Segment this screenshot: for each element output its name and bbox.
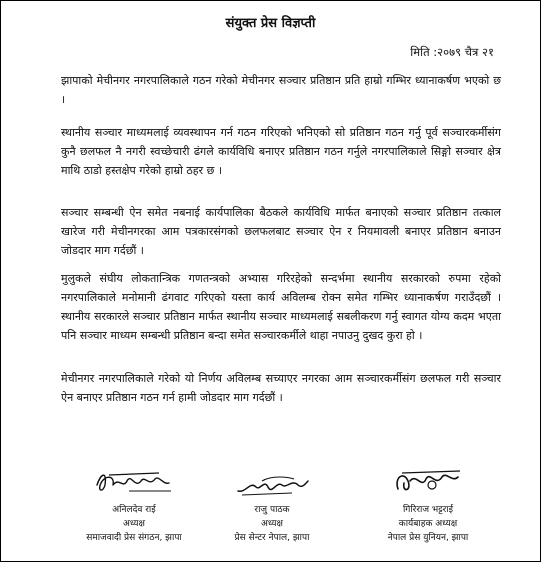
- paragraph-5: मेचीनगर नगरपालिकाले गरेको यो निर्णय अविलम्ब सच्याएर नगरका आम सञ्चारकर्मीसंग छलफल गरी सञ्चार ऐन बनाएर प्रतिष्ठान गठन गर्न हामी जोडदार माग गर्दछौं ।: [61, 372, 501, 404]
- document-date: मिति :२०७९ चैत्र २१: [410, 45, 494, 59]
- handwritten-signature-1: [89, 463, 179, 499]
- signatory-role: कार्यबाहक अध्यक्ष: [398, 519, 458, 529]
- signatory-name: गिरिराज भट्टराई: [402, 505, 454, 515]
- signature-block-1: [69, 463, 199, 545]
- paragraph-1: झापाको मेचीनगर नगरपालिकाले गठन गरेको मेचीनगर सञ्चार प्रतिष्ठान प्रति हाम्रो गम्भिर ध्यानाकर्षण भएको छ ।: [61, 74, 501, 106]
- signatory-organization: प्रेस सेन्टर नेपाल, झापा: [234, 533, 310, 543]
- paragraph-2: स्थानीय सञ्चार माध्यमलाई व्यवस्थापन गर्न गठन गरिएको भनिएको सो प्रतिष्ठान गठन गर्नु पूर्व सञ्चारकर्मीसंग कुनै छलफल नै नगरी स्वच्छेचारी ढंगले कार्यविधि बनाएर प्रतिष्ठान गठन गर्नुले नगरपालिकाले सिङ्गो सञ्चार क्षेत्र माथि ठाडो हस्तक्षेप गरेको हाम्रो ठहर छ ।: [61, 126, 501, 177]
- signatory-name: अनिलदेव राई: [112, 505, 156, 515]
- signature-block-3: [353, 463, 503, 545]
- paragraph-4: मुलुकले संघीय लोकतान्त्रिक गणतन्त्रको अभ्यास गरिरहेको सन्दर्भमा स्थानीय सरकारको रुपमा रहेको नगरपालिकाले मनोमानी ढंगवाट गरिएको यस्ता कार्य अविलम्ब रोक्न समेत गम्भिर ध्यानाकर्षण गराउँदछौं । स्थानीय सरकारले सञ्चार प्रतिष्ठान मार्फत स्थानीय सञ्चार माध्यमलाई सबलीकरण गर्नु स्वागत योग्य कदम भएता पनि सञ्चार माध्यम सम्बन्धी प्रतिष्ठान बन्दा समेत सञ्चारकर्मीले थाहा नपाउनु दुखद कुरा हो ।: [61, 272, 501, 342]
- signatory-name: राजु पाठक: [254, 505, 290, 515]
- document-title: संयुक्त प्रेस विज्ञप्ती: [225, 16, 316, 31]
- signatory-role: अध्यक्ष: [261, 519, 283, 529]
- signatory-organization: नेपाल प्रेस युनियन, झापा: [387, 533, 469, 543]
- paragraph-3: सञ्चार सम्बन्धी ऐन समेत नबनाई कार्यपालिका बैठकले कार्यविधि मार्फत बनाएको सञ्चार प्रतिष्ठान तत्काल खारेज गरी मेचीनगरका आम पत्रकारसंगको छलफलबाट सञ्चार ऐन र नियमावली बनाएर प्रतिष्ठान बनाउन जोडदार माग गर्दछौं ।: [61, 206, 501, 257]
- signatory-organization: समाजवादी प्रेस संगठन, झापा: [86, 533, 182, 543]
- signature-block-2: [197, 473, 347, 545]
- signatory-role: अध्यक्ष: [123, 519, 145, 529]
- handwritten-signature-3: [388, 463, 468, 499]
- handwritten-signature-2: [232, 473, 312, 499]
